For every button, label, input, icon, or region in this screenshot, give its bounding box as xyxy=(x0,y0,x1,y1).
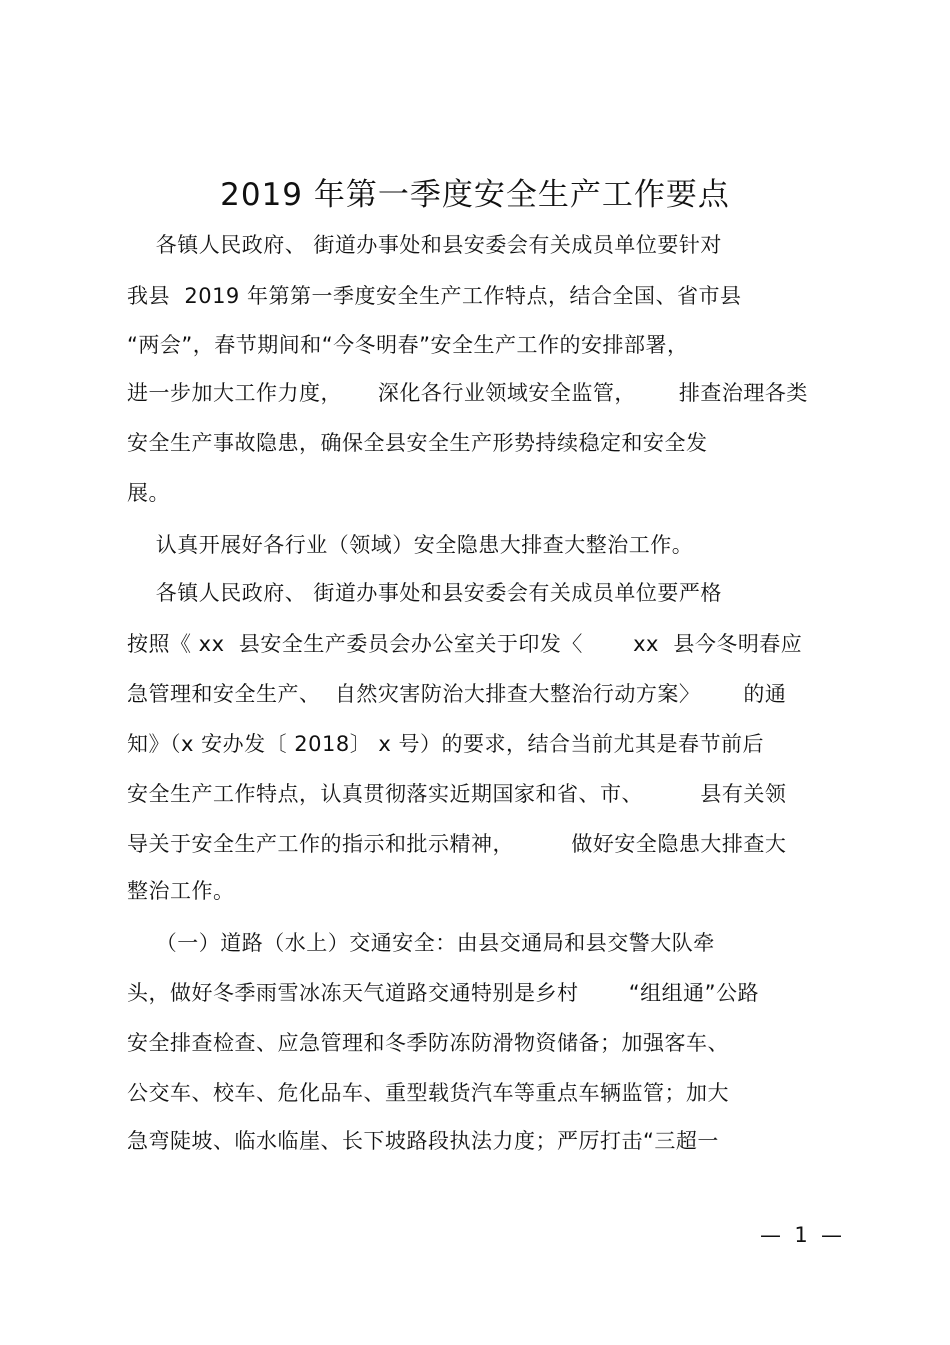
paragraph-line: 我县 2019 年第第一季度安全生产工作特点，结合全国、省市县 xyxy=(127,284,742,308)
paragraph-line: 安全排查检查、应急管理和冬季防冻防滑物资储备；加强客车、 xyxy=(127,1031,729,1055)
paragraph-line: 展。 xyxy=(127,481,170,505)
paragraph-line: 认真开展好各行业（领域）安全隐患大排查大整治工作。 xyxy=(127,533,694,557)
paragraph-line: 急管理和安全生产、 自然灾害防治大排查大整治行动方案〉 的通 xyxy=(127,682,787,706)
paragraph-line: 整治工作。 xyxy=(127,879,235,903)
paragraph-line: 导关于安全生产工作的指示和批示精神， 做好安全隐患大排查大 xyxy=(127,832,787,856)
paragraph-line: 急弯陡坡、临水临崖、长下坡路段执法力度；严厉打击“三超一 xyxy=(127,1129,719,1153)
paragraph-line: 各镇人民政府、 街道办事处和县安委会有关成员单位要针对 xyxy=(127,233,722,257)
page-number: — 1 — xyxy=(760,1223,843,1247)
paragraph-line: 头，做好冬季雨雪冰冻天气道路交通特别是乡村 “组组通”公路 xyxy=(127,981,759,1005)
document-title: 2019 年第一季度安全生产工作要点 xyxy=(220,177,730,213)
paragraph-line: （一）道路（水上）交通安全：由县交通局和县交警大队牵 xyxy=(127,931,715,955)
paragraph-line: “两会”，春节期间和“今冬明春”安全生产工作的安排部署， xyxy=(127,333,689,357)
paragraph-line: 知》（x 安办发〔 2018〕 x 号）的要求，结合当前尤其是春节前后 xyxy=(127,732,764,756)
paragraph-line: 按照《 xx 县安全生产委员会办公室关于印发〈 xx 县今冬明春应 xyxy=(127,632,803,656)
paragraph-line: 进一步加大工作力度， 深化各行业领域安全监管， 排查治理各类 xyxy=(127,381,808,405)
paragraph-line: 公交车、校车、危化品车、重型载货汽车等重点车辆监管；加大 xyxy=(127,1081,729,1105)
paragraph-line: 安全生产工作特点，认真贯彻落实近期国家和省、市、 县有关领 xyxy=(127,782,787,806)
paragraph-line: 安全生产事故隐患，确保全县安全生产形势持续稳定和安全发 xyxy=(127,431,708,455)
paragraph-line: 各镇人民政府、 街道办事处和县安委会有关成员单位要严格 xyxy=(127,581,722,605)
